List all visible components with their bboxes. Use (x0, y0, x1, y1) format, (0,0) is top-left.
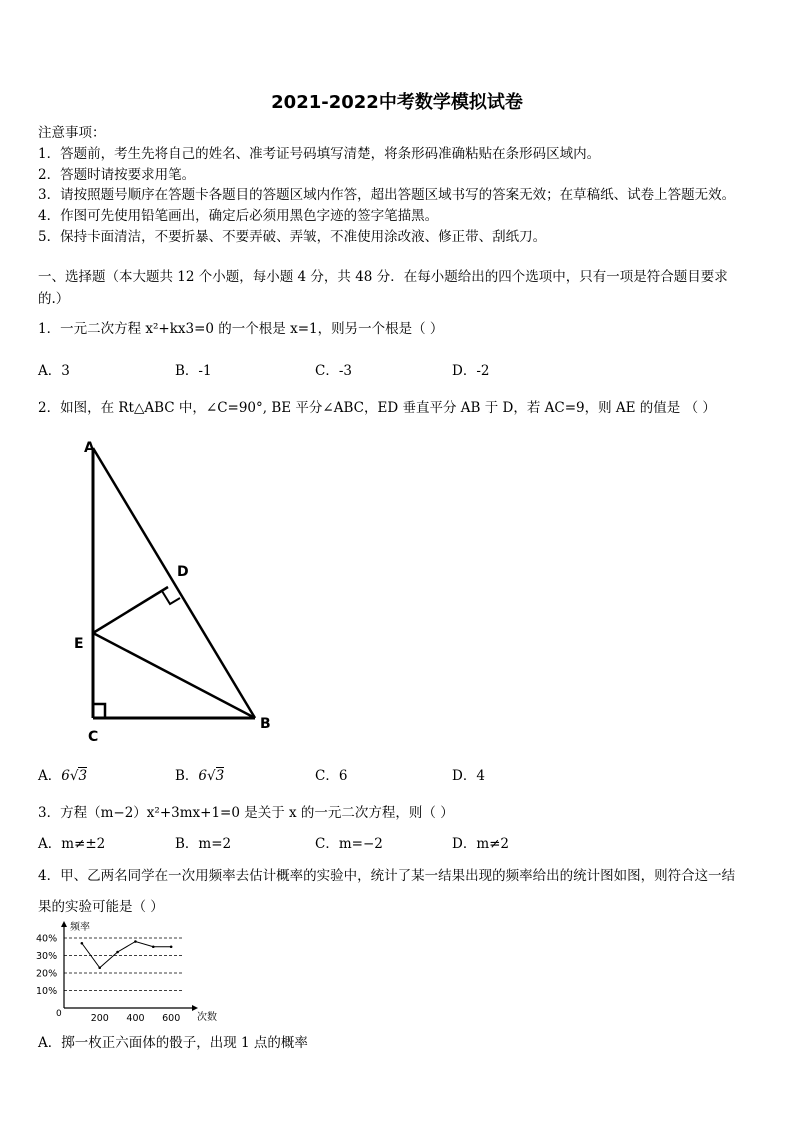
notice-item: 2．答题时请按要求用笔。 (38, 167, 196, 183)
q2-option-b[interactable]: B．6√3 (175, 768, 225, 784)
option-letter: A． (38, 768, 62, 784)
question-1-stem: 1．一元二次方程 x²+kx3=0 的一个根是 x=1，则另一个根是（ ） (38, 321, 444, 337)
question-2-stem: 2．如图，在 Rt△ABC 中，∠C=90°, BE 平分∠ABC，ED 垂直平分 AB 于 D，若 AC=9，则 AE 的值是 （ ） (38, 400, 716, 416)
data-point (152, 945, 155, 948)
label-c: C (88, 729, 99, 745)
q4-option-a[interactable]: A．掷一枚正六面体的骰子，出现 1 点的概率 (38, 1035, 308, 1051)
q1-option-c[interactable]: C．-3 (315, 363, 352, 379)
option-letter: B． (175, 768, 199, 784)
origin-label: 0 (56, 1009, 62, 1019)
y-tick-label: 30% (36, 951, 58, 962)
x-tick-label: 600 (162, 1013, 181, 1024)
q3-option-c[interactable]: C．m=−2 (315, 836, 383, 852)
q2-option-a[interactable]: A．6√3 (38, 768, 88, 784)
x-tick-label: 400 (126, 1013, 145, 1024)
option-letter: D． (452, 768, 477, 784)
question-3-stem: 3．方程（m−2）x²+3mx+1=0 是关于 x 的一元二次方程，则（ ） (38, 805, 454, 821)
label-d: D (177, 564, 189, 580)
label-b: B (260, 716, 271, 732)
label-a: A (84, 440, 95, 456)
option-radicand: 3 (78, 768, 88, 784)
x-tick-label: 200 (90, 1013, 109, 1024)
question-4-stem: 4．甲、乙两名同学在一次用频率去估计概率的实验中，统计了某一结果出现的频率给出的统计图如图，则符合这一结 (38, 868, 736, 884)
option-coef: 6 (198, 768, 208, 784)
notice-item: 4．作图可先使用铅笔画出，确定后必须用黑色字迹的签字笔描黑。 (38, 208, 439, 224)
notice-item: 5．保持卡面清洁，不要折暴、不要弄破、弄皱，不准使用涂改液、修正带、刮纸刀。 (38, 229, 547, 245)
data-point (170, 945, 173, 948)
q3-option-a[interactable]: A．m≠±2 (38, 836, 106, 852)
option-text: 4 (476, 768, 485, 784)
data-point (116, 951, 119, 954)
q2-option-c[interactable] (315, 764, 347, 784)
option-text: 6 (338, 768, 348, 784)
frequency-chart (34, 918, 219, 1024)
q1-option-b[interactable]: B．-1 (175, 363, 212, 379)
y-tick-label: 10% (36, 986, 58, 997)
option-radicand: 3 (215, 768, 225, 784)
page-title: 2021-2022中考数学模拟试卷 (271, 92, 523, 113)
question-4-stem-cont: 果的实验可能是（ ） (38, 899, 164, 915)
section-heading-cont: 的.） (38, 291, 70, 307)
q3-option-b[interactable]: B．m=2 (175, 836, 232, 852)
data-point (81, 942, 84, 945)
y-axis-label: 频率 (70, 922, 90, 933)
series-line (82, 942, 171, 968)
option-letter: C． (315, 768, 339, 784)
notice-item: 1．答题前，考生先将自己的姓名、准考证号码填写清楚，将条形码准确粘贴在条形码区域内。 (38, 146, 601, 162)
triangle-figure (70, 436, 290, 746)
label-e: E (74, 636, 84, 652)
notice-item: 3．请按照题号顺序在答题卡各题目的答题区域内作答，超出答题区域书写的答案无效；在草稿纸、试卷上答题无效。 (38, 187, 736, 203)
y-tick-label: 40% (36, 933, 58, 945)
data-point (134, 940, 137, 943)
section-heading: 一、选择题（本大题共 12 个小题，每小题 4 分，共 48 分．在每小题给出的四个选项中，只有一项是符合题目要求 (38, 269, 728, 285)
q1-option-a[interactable]: A．3 (38, 363, 70, 379)
data-point (98, 966, 101, 969)
y-tick-label: 20% (36, 968, 58, 980)
notice-heading: 注意事项： (38, 125, 106, 141)
x-axis-label: 次数 (197, 1012, 217, 1023)
q1-option-d[interactable]: D．-2 (452, 363, 490, 379)
q3-option-d[interactable]: D．m≠2 (452, 836, 510, 852)
q2-option-d[interactable] (452, 764, 485, 784)
option-coef: 6 (61, 768, 70, 784)
